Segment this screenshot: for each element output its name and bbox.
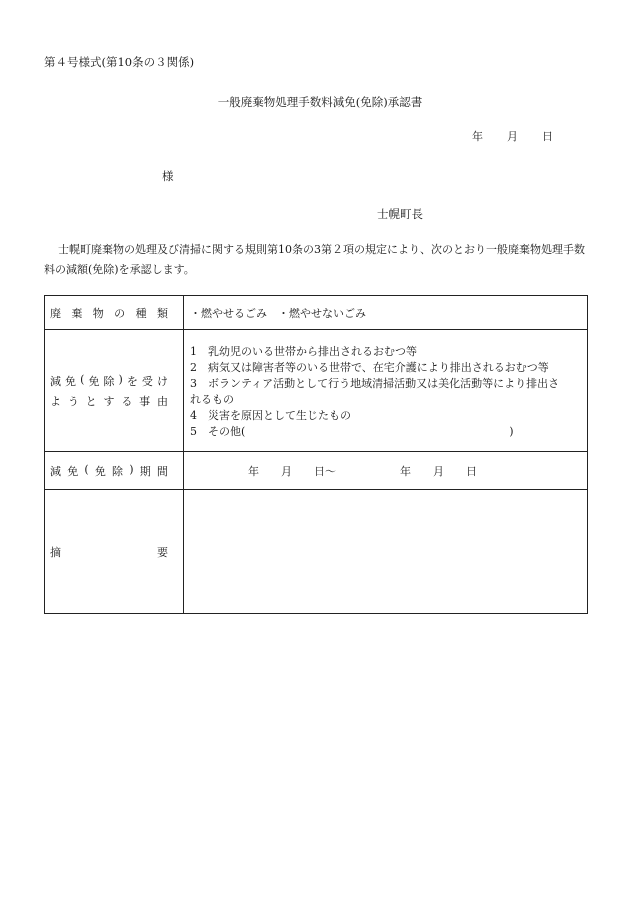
label-char: る bbox=[121, 394, 133, 408]
reason-list bbox=[190, 342, 581, 440]
waste-type-value: ・燃やせるごみ ・燃やせないごみ bbox=[184, 296, 588, 330]
period-row bbox=[45, 452, 588, 490]
label-char: よ bbox=[50, 394, 61, 408]
label-char: 免 bbox=[88, 374, 100, 388]
label-char: を bbox=[126, 374, 138, 388]
date-year: 年 bbox=[472, 130, 483, 143]
label-char: 受 bbox=[141, 374, 153, 388]
reason-item: 3 ボランティア活動として行う地域清掃活動又は美化活動等により排出さ bbox=[190, 376, 560, 390]
waste-type-label-cell bbox=[45, 296, 184, 330]
label-char: 免 bbox=[65, 374, 77, 388]
label-char: 免 bbox=[67, 464, 79, 478]
label-char: 期 bbox=[139, 464, 151, 478]
label-char: 減 bbox=[50, 374, 61, 388]
date-day: 日 bbox=[542, 130, 553, 143]
summary-row bbox=[45, 490, 588, 614]
label-char: う bbox=[67, 394, 79, 408]
label-char: 除 bbox=[103, 374, 115, 388]
label-char: 除 bbox=[112, 464, 124, 478]
label-char: 免 bbox=[94, 464, 106, 478]
issuer-name: 士幌町長 bbox=[377, 207, 423, 221]
label-char: と bbox=[85, 394, 97, 408]
label-char: 物 bbox=[92, 306, 104, 320]
addressee-suffix: 様 bbox=[162, 169, 174, 183]
label-char: ( bbox=[84, 462, 89, 476]
document-title: 一般廃棄物処理手数料減免(免除)承認書 bbox=[217, 95, 423, 109]
label-char: 種 bbox=[135, 306, 147, 320]
period-end: 年 月 日 bbox=[400, 464, 477, 478]
label-char: 由 bbox=[156, 394, 168, 408]
label-char: 間 bbox=[156, 464, 168, 478]
label-char: け bbox=[156, 374, 168, 388]
label-char: す bbox=[103, 394, 115, 408]
summary-label bbox=[50, 544, 168, 560]
waste-type-label bbox=[50, 305, 168, 321]
label-char: ( bbox=[80, 372, 85, 386]
reason-item: れるもの bbox=[190, 392, 234, 406]
reason-label-line-2 bbox=[50, 393, 168, 409]
label-char: 棄 bbox=[71, 306, 83, 320]
label-char: 減 bbox=[50, 464, 61, 478]
label-char: ) bbox=[129, 462, 134, 476]
reason-item: 4 災害を原因として生じたもの bbox=[190, 408, 351, 422]
reason-item: 2 病気又は障害者等のいる世帯で、在宅介護により排出されるおむつ等 bbox=[190, 360, 549, 374]
reason-item: 5 その他( ) bbox=[190, 424, 514, 438]
label-char: 類 bbox=[156, 306, 168, 320]
form-number: 第４号様式(第10条の３関係) bbox=[44, 55, 195, 69]
date-month: 月 bbox=[507, 130, 518, 143]
period-start: 年 月 日～ bbox=[248, 464, 336, 478]
approval-table bbox=[44, 295, 588, 614]
label-char: 摘 bbox=[50, 545, 61, 559]
reason-label-line-1 bbox=[50, 373, 168, 389]
waste-type-row bbox=[45, 296, 588, 330]
body-paragraph: 士幌町廃棄物の処理及び清掃に関する規則第10条の3第２項の規定により、次のとおり一般廃棄物処理手数料の減額(免除)を承認します。 bbox=[44, 243, 585, 276]
reason-list-cell bbox=[184, 330, 588, 452]
reason-label-cell bbox=[45, 330, 184, 452]
reason-item: 1 乳幼児のいる世帯から排出されるおむつ等 bbox=[190, 344, 417, 358]
summary-label-cell bbox=[45, 490, 184, 614]
period-value-cell bbox=[184, 452, 588, 490]
reason-row bbox=[45, 330, 588, 452]
label-char: の bbox=[114, 306, 126, 320]
period-label-cell bbox=[45, 452, 184, 490]
period-label bbox=[50, 463, 168, 479]
summary-value-cell bbox=[184, 490, 588, 614]
label-char: ) bbox=[118, 372, 123, 386]
label-char: 廃 bbox=[50, 306, 61, 320]
label-char: 事 bbox=[139, 394, 151, 408]
date-line bbox=[472, 128, 553, 144]
label-char: 要 bbox=[157, 545, 168, 559]
